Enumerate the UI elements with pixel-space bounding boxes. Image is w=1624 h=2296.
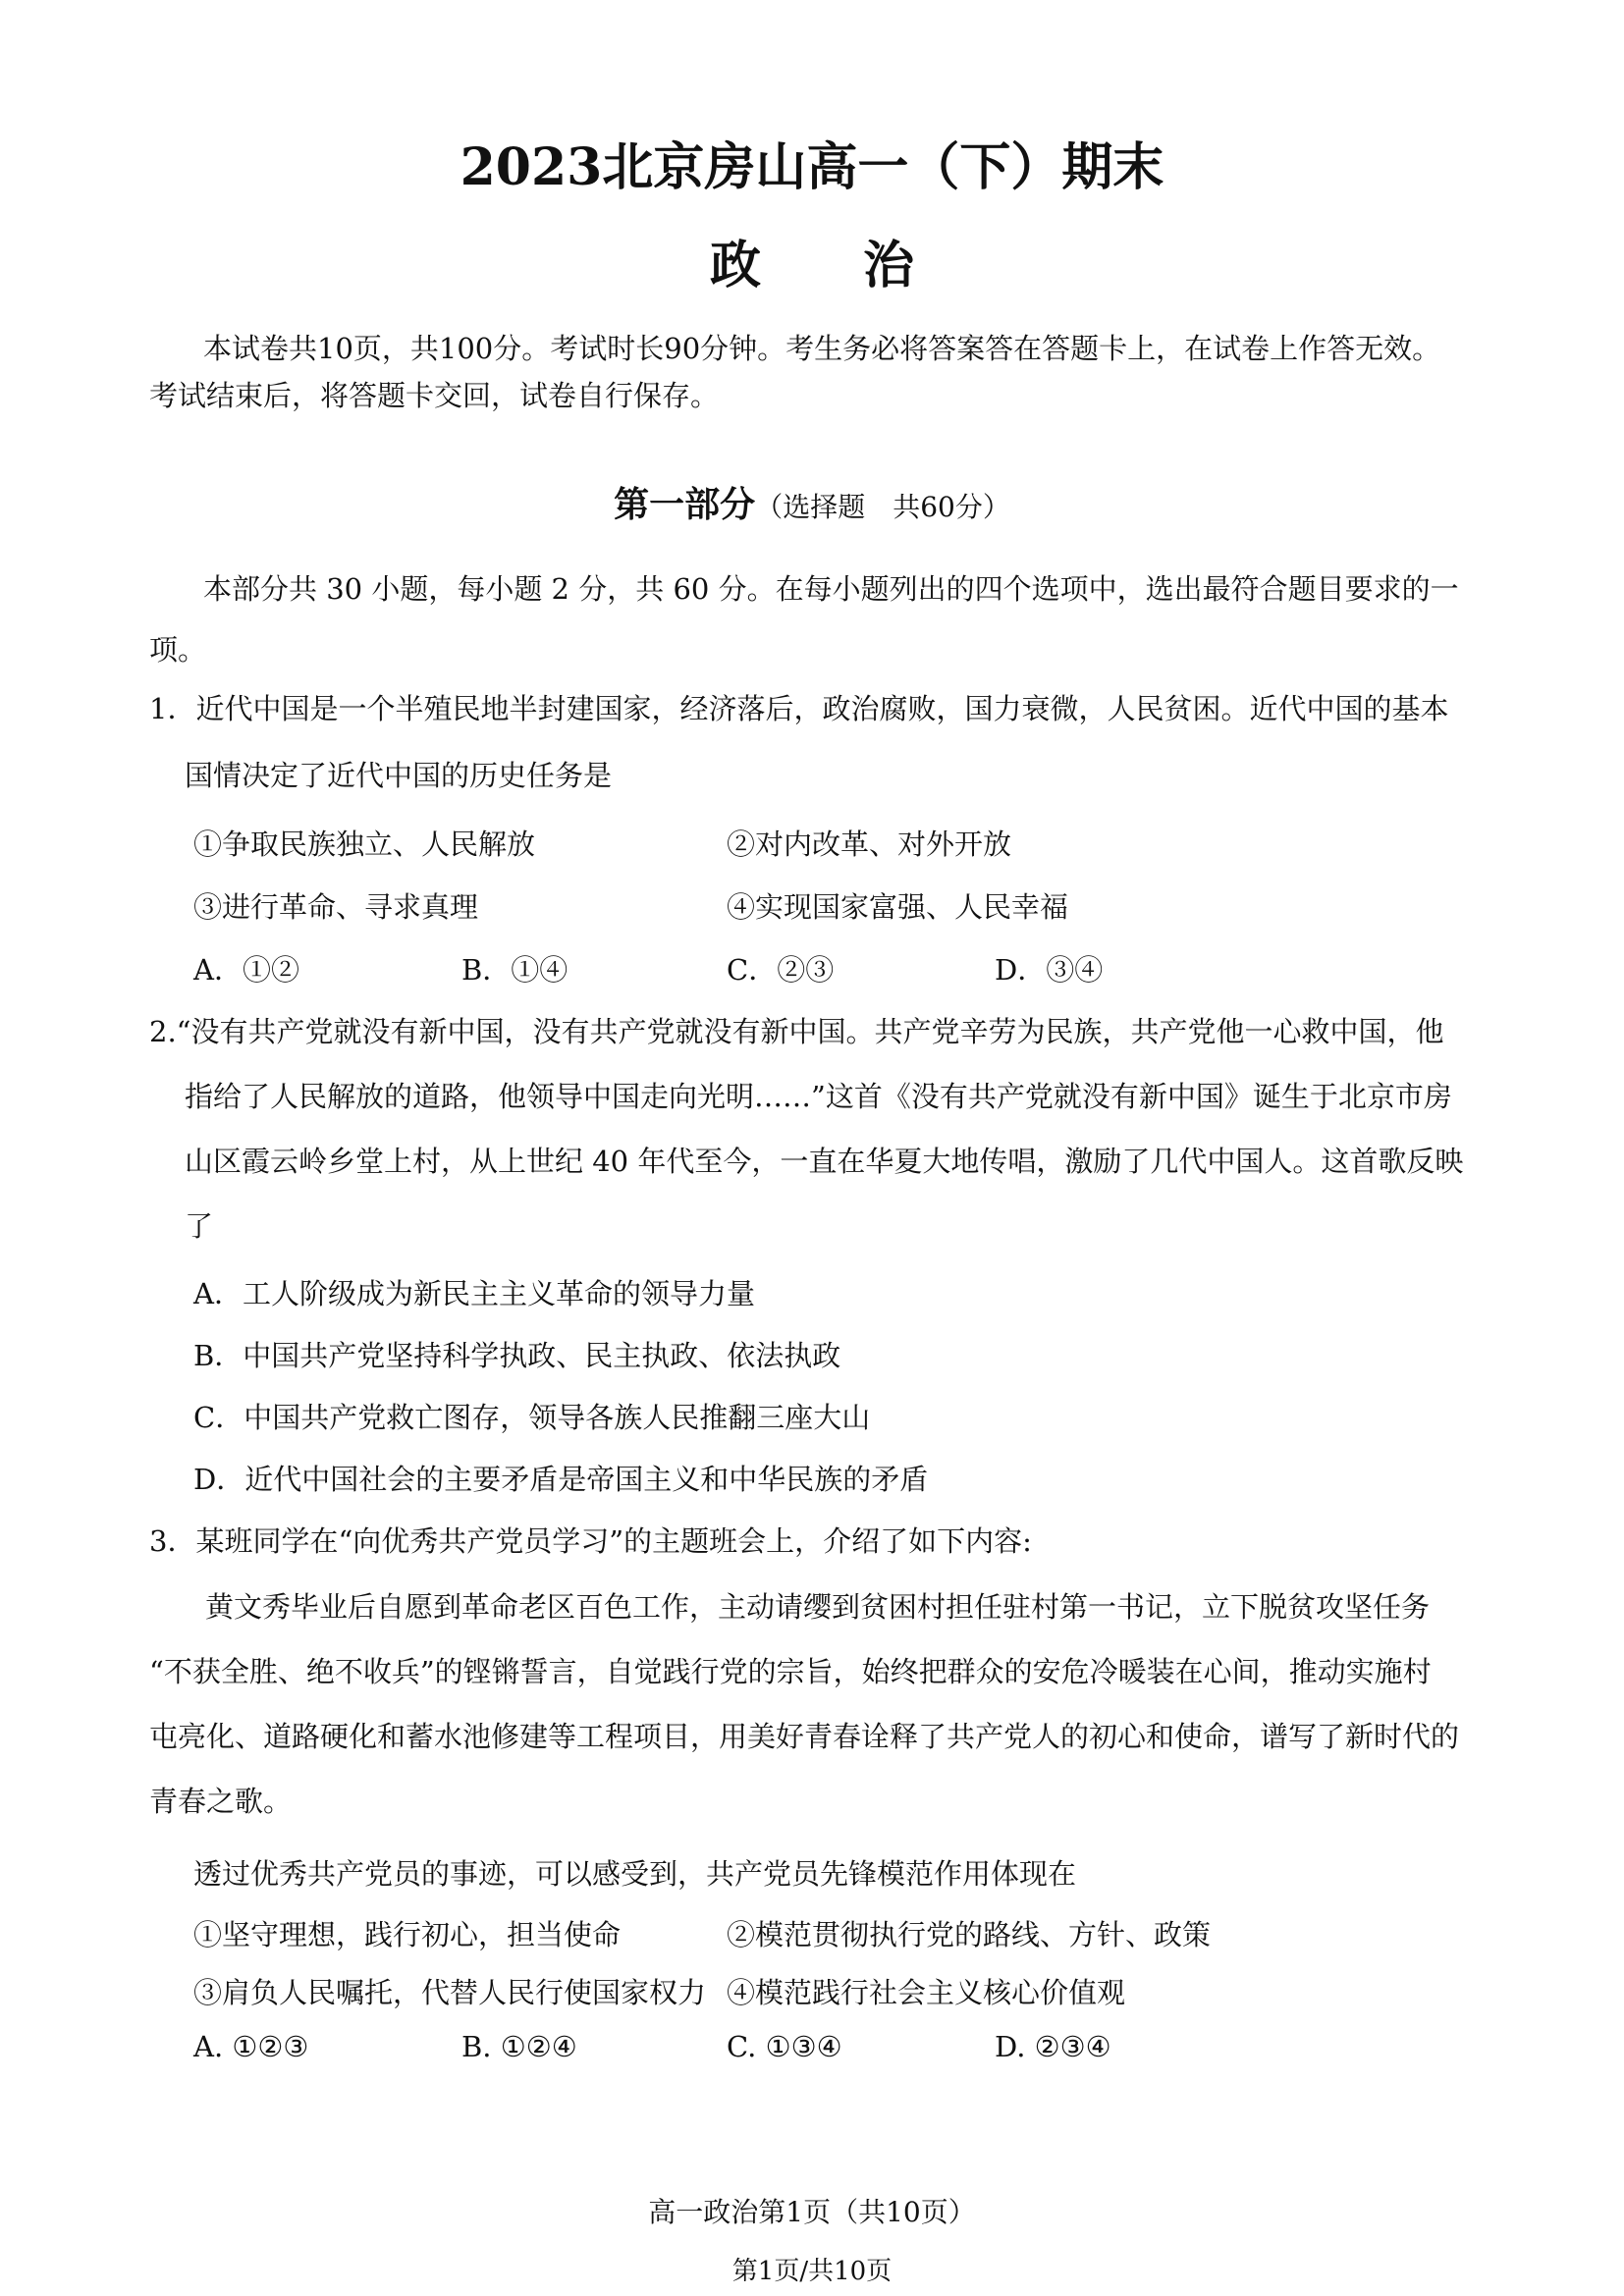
q1-choice-d: D．③④ — [995, 953, 1104, 987]
page-footer: 高一政治第1页（共10页） — [648, 2196, 976, 2228]
q1-item-1: ①争取民族独立、人民解放 — [193, 828, 536, 861]
section-instructions-line-1: 本部分共 30 小题，每小题 2 分，共 60 分。在每小题列出的四个选项中，选出最符合题目要求的一 — [203, 572, 1459, 606]
q2-choice-c: C．中国共产党救亡图存，领导各族人民推翻三座大山 — [193, 1401, 871, 1434]
q3-item-4: ④模范践行社会主义核心价值观 — [727, 1976, 1126, 2009]
section-heading — [0, 477, 1624, 527]
q2-choice-a: A．工人阶级成为新民主主义革命的领导力量 — [193, 1277, 755, 1310]
q1-stem-line-2: 国情决定了近代中国的历史任务是 — [185, 759, 613, 792]
q2-stem-line-2: 指给了人民解放的道路，他领导中国走向光明……”这首《没有共产党就没有新中国》诞生于北京市房 — [185, 1080, 1452, 1113]
q1-choice-b: B．①④ — [461, 953, 568, 987]
q3-stem-line-1: 3．某班同学在“向优秀共产党员学习”的主题班会上，介绍了如下内容: — [149, 1524, 1032, 1558]
section-title: 第一部分 — [614, 484, 756, 525]
intro-line-2: 考试结束后，将答题卡交回，试卷自行保存。 — [149, 379, 720, 412]
q1-choice-c: C．②③ — [727, 953, 835, 987]
q2-stem-line-1: 2.“没有共产党就没有新中国，没有共产党就没有新中国。共产党辛劳为民族，共产党他一心救中国，他 — [149, 1015, 1444, 1048]
q3-material-line-4: 青春之歌。 — [149, 1785, 293, 1818]
q1-stem-line-1: 1．近代中国是一个半殖民地半封建国家，经济落后，政治腐败，国力衰微，人民贫困。近代中国的基本 — [149, 692, 1449, 725]
q3-item-3: ③肩负人民嘱托，代替人民行使国家权力 — [193, 1976, 707, 2009]
q3-material-line-2: “不获全胜、绝不收兵”的铿锵誓言，自觉践行党的宗旨，始终把群众的安危冷暖装在心间，推动实施村 — [149, 1655, 1432, 1688]
q1-item-4: ④实现国家富强、人民幸福 — [727, 890, 1069, 924]
q1-choice-a: A．①② — [193, 953, 299, 987]
q3-choice-b: B. ①②④ — [461, 2030, 577, 2063]
q2-choice-b: B．中国共产党坚持科学执政、民主执政、依法执政 — [193, 1339, 841, 1372]
q3-choice-c: C. ①③④ — [727, 2030, 842, 2063]
q3-material-line-1: 黄文秀毕业后自愿到革命老区百色工作，主动请缨到贫困村担任驻村第一书记，立下脱贫攻坚任务 — [205, 1590, 1431, 1624]
section-subtitle: （选择题 共60分） — [755, 491, 1010, 523]
q2-stem-line-4: 了 — [185, 1209, 214, 1243]
q3-choice-a: A. ①②③ — [193, 2030, 309, 2063]
intro-line-1: 本试卷共10页，共100分。考试时长90分钟。考生务必将答案答在答题卡上，在试卷上作答无效。 — [203, 332, 1441, 365]
q3-item-1: ①坚守理想，践行初心，担当使命 — [193, 1918, 622, 1951]
q3-question: 透过优秀共产党员的事迹，可以感受到，共产党员先锋模范作用体现在 — [193, 1857, 1077, 1891]
q2-stem-line-3: 山区霞云岭乡堂上村，从上世纪 40 年代至今，一直在华夏大地传唱，激励了几代中国人。这首歌反映 — [185, 1145, 1464, 1178]
q1-item-3: ③进行革命、寻求真理 — [193, 890, 479, 924]
subject-title: 政 治 — [709, 236, 914, 295]
section-instructions-line-2: 项。 — [149, 633, 207, 667]
q2-choice-d: D．近代中国社会的主要矛盾是帝国主义和中华民族的矛盾 — [193, 1463, 929, 1496]
q3-material-line-3: 屯亮化、道路硬化和蓄水池修建等工程项目，用美好青春诠释了共产党人的初心和使命，谱写了新时代的 — [149, 1720, 1460, 1753]
page-title: 2023北京房山高一（下）期末 — [460, 137, 1164, 197]
q3-choice-d: D. ②③④ — [995, 2030, 1111, 2063]
page-counter: 第1页/共10页 — [731, 2257, 893, 2286]
q1-item-2: ②对内改革、对外开放 — [727, 828, 1012, 861]
q3-item-2: ②模范贯彻执行党的路线、方针、政策 — [727, 1918, 1212, 1951]
